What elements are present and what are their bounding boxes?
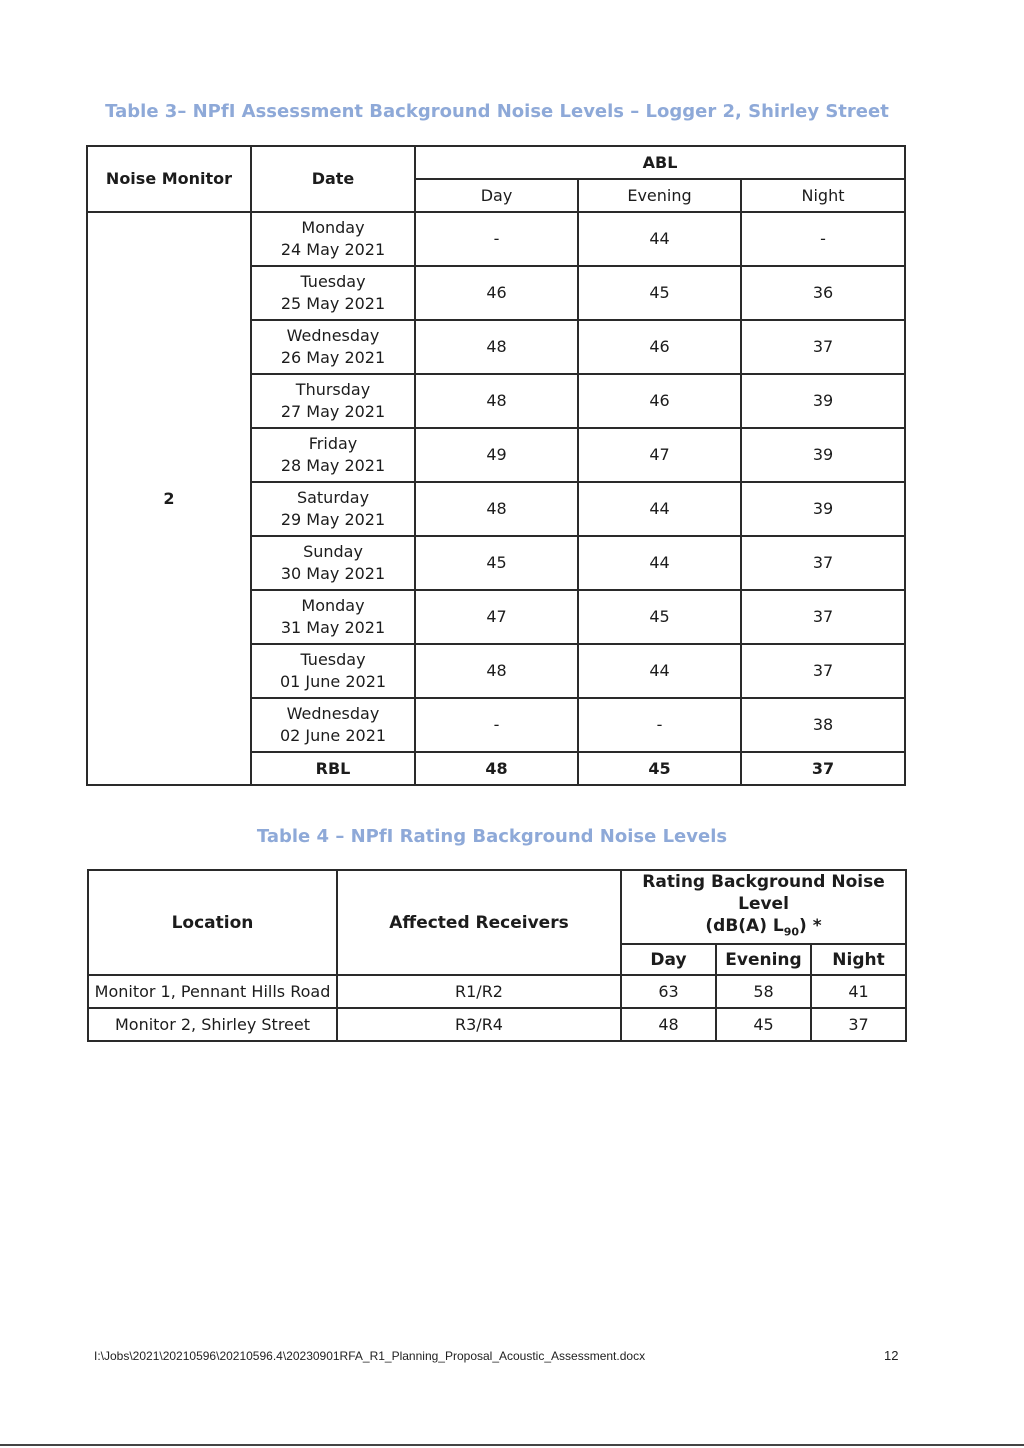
date-cell — [251, 212, 415, 266]
table4-caption: Table 4 – NPfI Rating Background Noise Levels — [256, 826, 728, 847]
evening-cell: 44 — [578, 482, 741, 536]
date-cell — [251, 320, 415, 374]
page-number: 12 — [884, 1348, 899, 1363]
night-cell: - — [741, 212, 905, 266]
night-cell: 37 — [741, 590, 905, 644]
weekday: Tuesday — [300, 650, 366, 669]
table-row — [88, 975, 906, 1008]
header-location: Location — [88, 870, 337, 975]
date-cell — [251, 590, 415, 644]
receivers-cell: R3/R4 — [337, 1008, 621, 1041]
rating-line2-sub: 90 — [783, 925, 800, 939]
weekday: Tuesday — [300, 272, 366, 291]
rbl-night: 37 — [741, 752, 905, 785]
date-cell — [251, 698, 415, 752]
date-cell — [251, 644, 415, 698]
date: 30 May 2021 — [280, 564, 386, 583]
date: 25 May 2021 — [280, 294, 386, 313]
table3-caption — [0, 101, 1009, 122]
date: 24 May 2021 — [280, 240, 386, 259]
day-cell: 48 — [415, 320, 578, 374]
weekday: Monday — [301, 596, 365, 615]
day-cell: 63 — [621, 975, 716, 1008]
night-cell: 37 — [811, 1008, 906, 1041]
night-cell: 37 — [741, 536, 905, 590]
day-cell: 48 — [415, 644, 578, 698]
header-day: Day — [415, 179, 578, 212]
date-cell — [251, 428, 415, 482]
evening-cell: 46 — [578, 374, 741, 428]
rating-line1: Rating Background Noise Level — [642, 872, 885, 914]
date: 29 May 2021 — [280, 510, 386, 529]
evening-cell: - — [578, 698, 741, 752]
evening-cell: 58 — [716, 975, 811, 1008]
header-noise-monitor: Noise Monitor — [87, 146, 251, 212]
date: 31 May 2021 — [280, 618, 386, 637]
table-row — [88, 1008, 906, 1041]
header-day: Day — [621, 944, 716, 975]
rbl-day: 48 — [415, 752, 578, 785]
location-cell: Monitor 2, Shirley Street — [88, 1008, 337, 1041]
table3-caption-prefix: Table 3 — [105, 101, 178, 122]
location-cell: Monitor 1, Pennant Hills Road — [88, 975, 337, 1008]
evening-cell: 44 — [578, 644, 741, 698]
night-cell: 36 — [741, 266, 905, 320]
evening-cell: 45 — [578, 266, 741, 320]
date: 02 June 2021 — [279, 726, 387, 745]
header-affected-receivers: Affected Receivers — [337, 870, 621, 975]
night-cell: 38 — [741, 698, 905, 752]
evening-cell: 45 — [716, 1008, 811, 1041]
footer-file-path: I:\Jobs\2021\20210596\20210596.4\20230901RFA_R1_Planning_Proposal_Acoustic_Assessment.docx — [94, 1349, 646, 1363]
weekday: Thursday — [295, 380, 371, 399]
rbl-rating-table — [87, 869, 907, 1042]
header-rating — [621, 870, 906, 944]
weekday: Saturday — [296, 488, 370, 507]
table-row — [87, 212, 905, 266]
day-cell: 48 — [415, 374, 578, 428]
rating-line2-prefix: (dB(A) L — [705, 916, 784, 936]
day-cell: - — [415, 212, 578, 266]
page-bottom-edge — [0, 1444, 1024, 1446]
table3-caption-title: – NPfI Assessment Background Noise Levels – Logger 2, Shirley Street — [177, 101, 889, 122]
receivers-cell: R1/R2 — [337, 975, 621, 1008]
date-cell — [251, 374, 415, 428]
weekday: Wednesday — [286, 704, 380, 723]
night-cell: 39 — [741, 482, 905, 536]
header-night: Night — [811, 944, 906, 975]
rating-line2-suffix: ) * — [799, 916, 822, 936]
rbl-label: RBL — [251, 752, 415, 785]
evening-cell: 46 — [578, 320, 741, 374]
evening-cell: 44 — [578, 536, 741, 590]
header-night: Night — [741, 179, 905, 212]
night-cell: 39 — [741, 374, 905, 428]
evening-cell: 44 — [578, 212, 741, 266]
night-cell: 37 — [741, 320, 905, 374]
weekday: Wednesday — [286, 326, 380, 345]
night-cell: 41 — [811, 975, 906, 1008]
header-evening: Evening — [578, 179, 741, 212]
date-cell — [251, 482, 415, 536]
evening-cell: 45 — [578, 590, 741, 644]
day-cell: 48 — [415, 482, 578, 536]
date-cell — [251, 536, 415, 590]
rbl-evening: 45 — [578, 752, 741, 785]
date: 27 May 2021 — [280, 402, 386, 421]
day-cell: 49 — [415, 428, 578, 482]
header-evening: Evening — [716, 944, 811, 975]
date: 28 May 2021 — [280, 456, 386, 475]
date: 26 May 2021 — [280, 348, 386, 367]
night-cell: 37 — [741, 644, 905, 698]
header-date: Date — [251, 146, 415, 212]
evening-cell: 47 — [578, 428, 741, 482]
night-cell: 39 — [741, 428, 905, 482]
day-cell: 48 — [621, 1008, 716, 1041]
weekday: Sunday — [303, 542, 363, 561]
day-cell: 46 — [415, 266, 578, 320]
date: 01 June 2021 — [279, 672, 387, 691]
weekday: Friday — [308, 434, 358, 453]
header-abl: ABL — [415, 146, 905, 179]
day-cell: 47 — [415, 590, 578, 644]
weekday: Monday — [301, 218, 365, 237]
monitor-id: 2 — [87, 212, 251, 785]
date-cell — [251, 266, 415, 320]
abl-table — [86, 145, 906, 786]
day-cell: 45 — [415, 536, 578, 590]
day-cell: - — [415, 698, 578, 752]
